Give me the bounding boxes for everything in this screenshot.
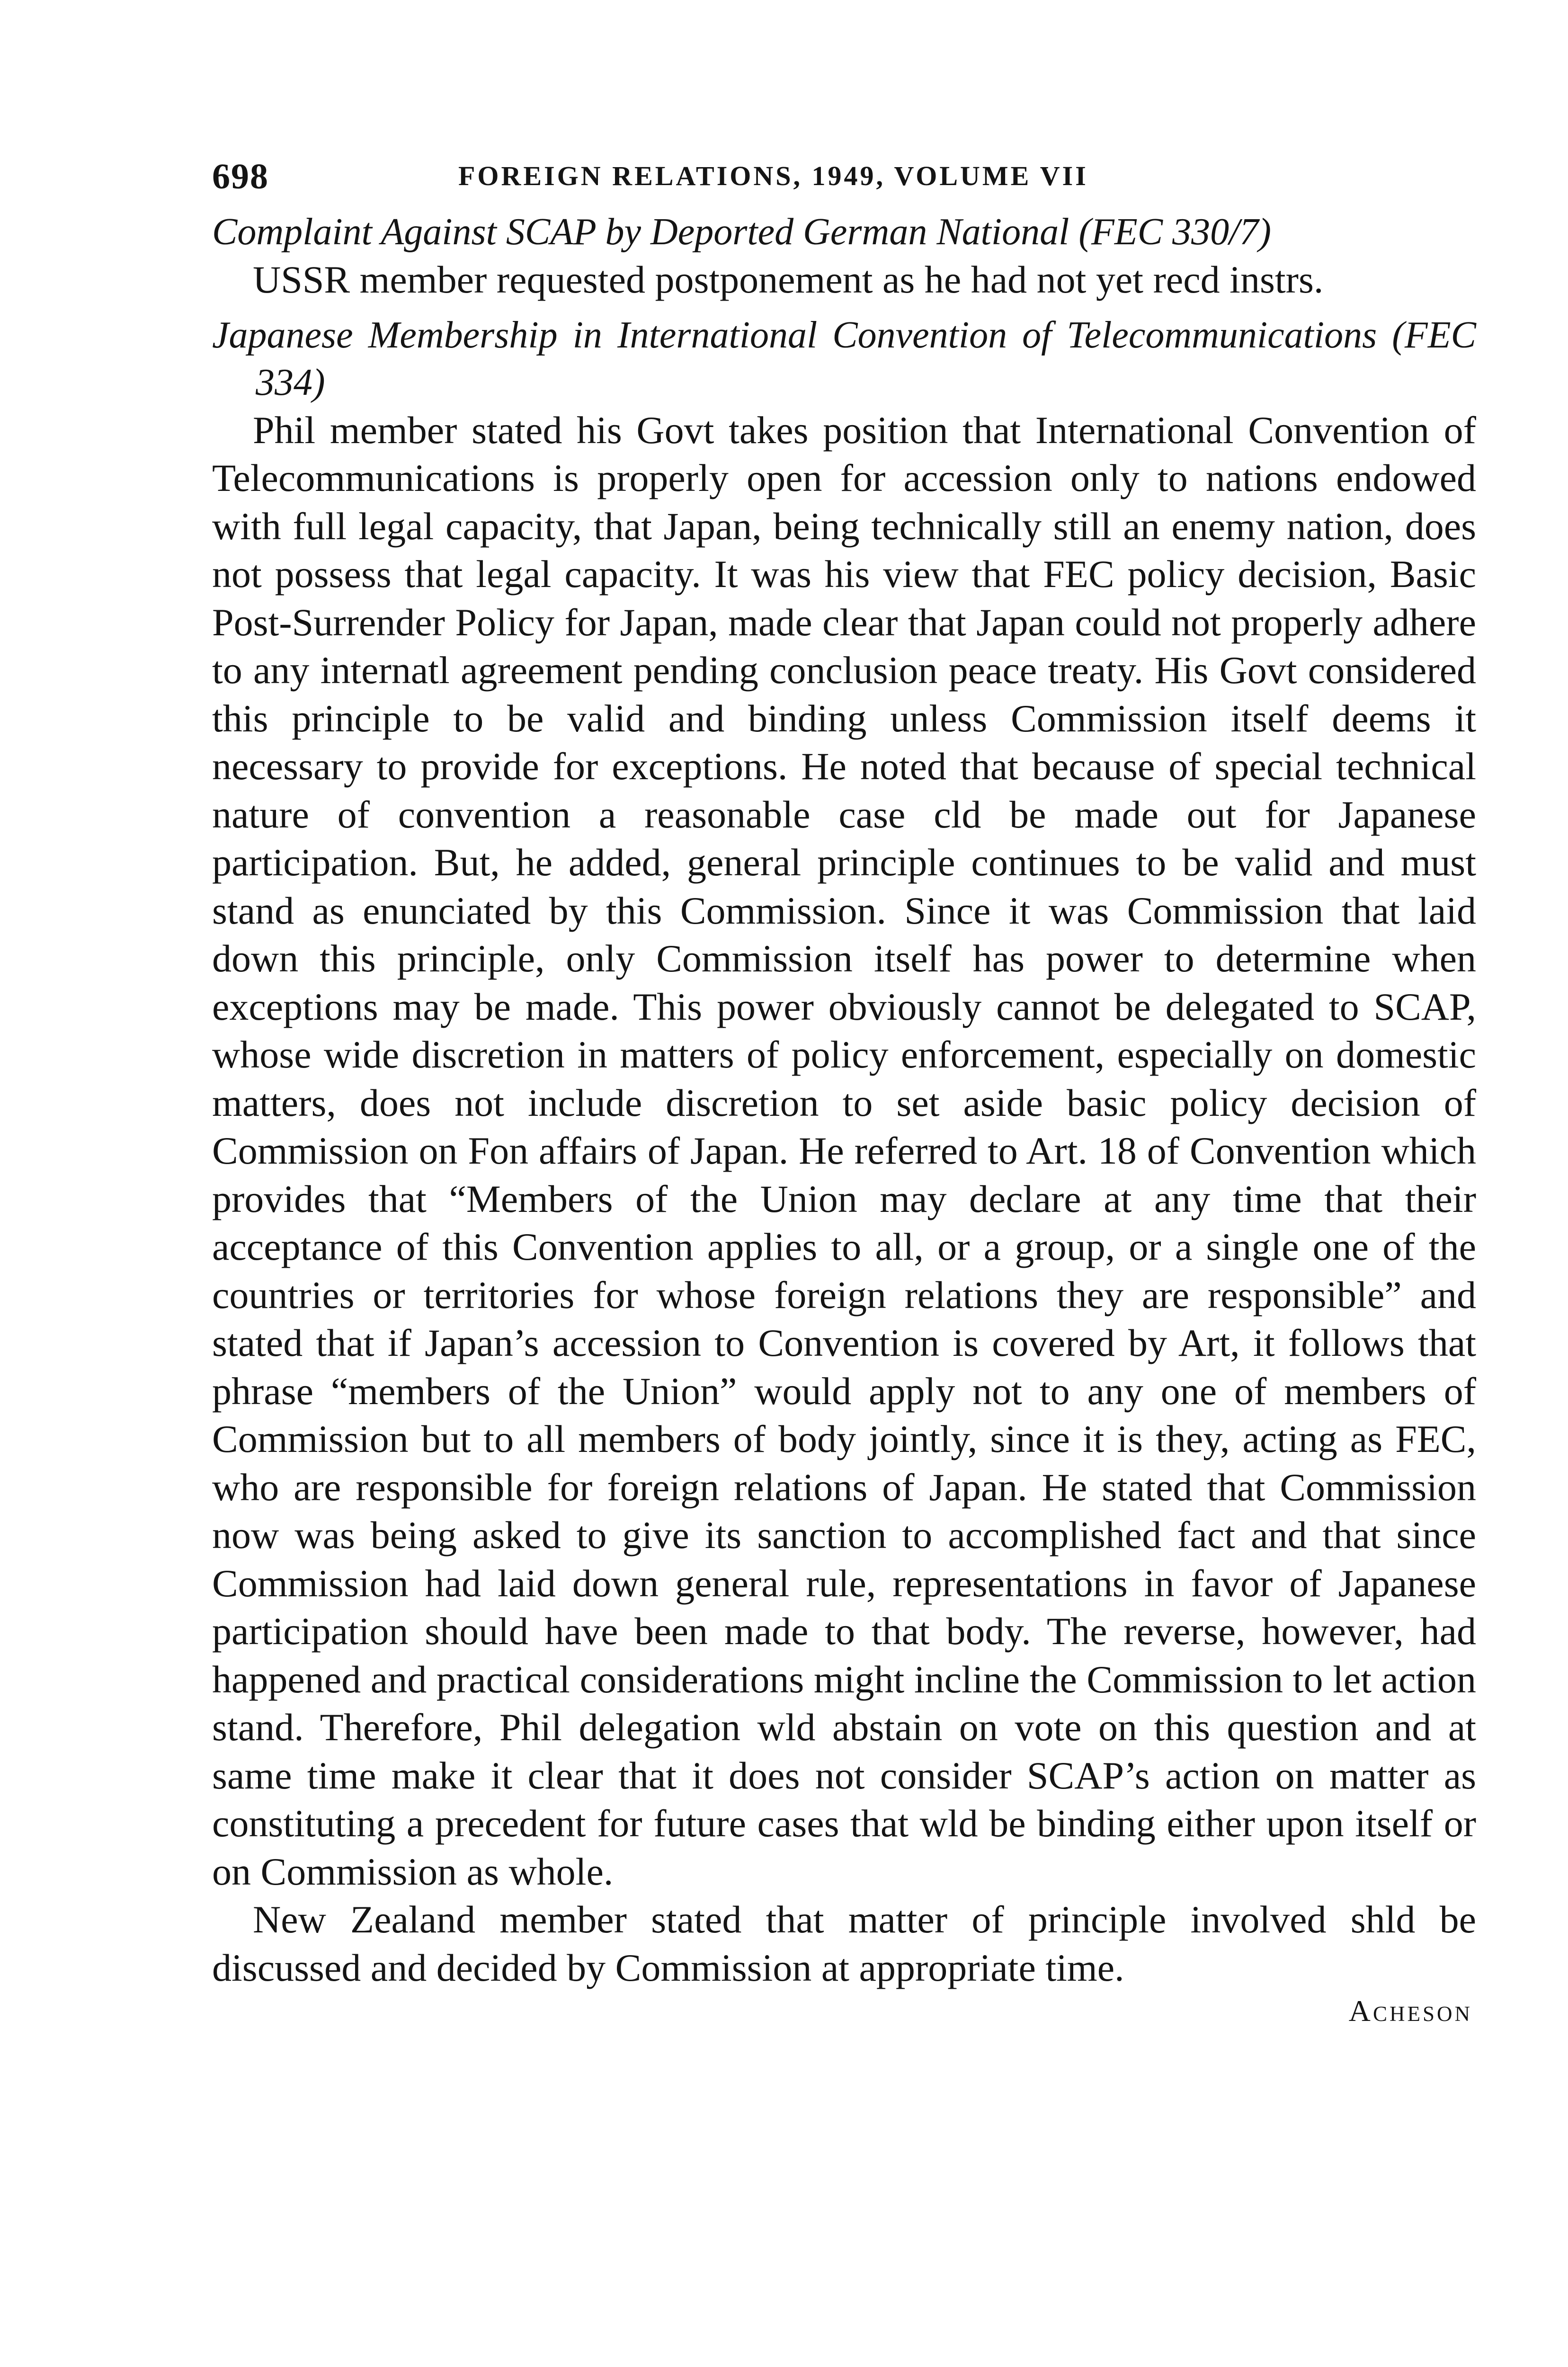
signature: Acheson (1348, 1994, 1472, 2028)
running-title: FOREIGN RELATIONS, 1949, VOLUME VII (458, 160, 1088, 191)
paragraph-new-zealand-statement: New Zealand member stated that matter of principle involved shld be discussed and decided by Commission at appropriate time. (212, 1898, 1476, 1989)
text-block (212, 156, 1476, 2029)
page-number: 698 (212, 157, 269, 196)
section-heading-complaint: Complaint Against SCAP by Deported German National (FEC 330/7) (212, 211, 1271, 253)
paragraph-phil-statement: Phil member stated his Govt takes position that International Convention of Telecommunications is properly open for accession only to nations endowed with full legal capacity, that Japan, being technically still an enemy nation, does not possess that legal capacity. It was his view that FEC policy decision, Basic Post-Surrender Policy for Japan, made clear that Japan could not properly adhere to any internatl agreement pending conclusion peace treaty. His Govt considered this principle to be valid and binding unless Commission itself deems it necessary to provide for exceptions. He noted that because of special technical nature of convention a reasonable case cld be made out for Japanese participation. But, he added, general principle continues to be valid and must stand as enunciated by this Commission. Since it was Commission that laid down this principle, only Commission itself has power to determine when exceptions may be made. This power obviously cannot be delegated to SCAP, whose wide discretion in matters of policy enforcement, especially on domestic matters, does not include discretion to set aside basic policy decision of Commission on Fon affairs of Japan. He referred to Art. 18 of Convention which provides that “Members of the Union may declare at any time that their acceptance of this Convention applies to all, or a group, or a single one of the countries or territories for whose foreign relations they are responsible” and stated that if Japan’s accession to Convention is covered by Art, it follows that phrase “members of the Union” would apply not to any one of members of Commission but to all members of body jointly, since it is they, acting as FEC, who are responsible for foreign relations of Japan. He stated that Commission now was being asked to give its sanction to accomplished fact and that since Commission had laid down general rule, representations in favor of Japanese participation should have been made to that body. The reverse, however, had happened and practical considerations might incline the Commission to let action stand. Therefore, Phil delegation wld abstain on vote on this question and at same time make it clear that it does not consider SCAP’s action on matter as constituting a precedent for future cases that wld be binding either upon itself or on Commission as whole. (212, 408, 1476, 1893)
paragraph-ussr-postponement: USSR member requested postponement as he had not yet recd instrs. (253, 258, 1324, 301)
section-heading-japanese-membership: Japanese Membership in International Convention of Telecommunications (FEC 334) (212, 314, 1476, 403)
running-head (212, 156, 1476, 208)
spacer (212, 304, 1476, 311)
